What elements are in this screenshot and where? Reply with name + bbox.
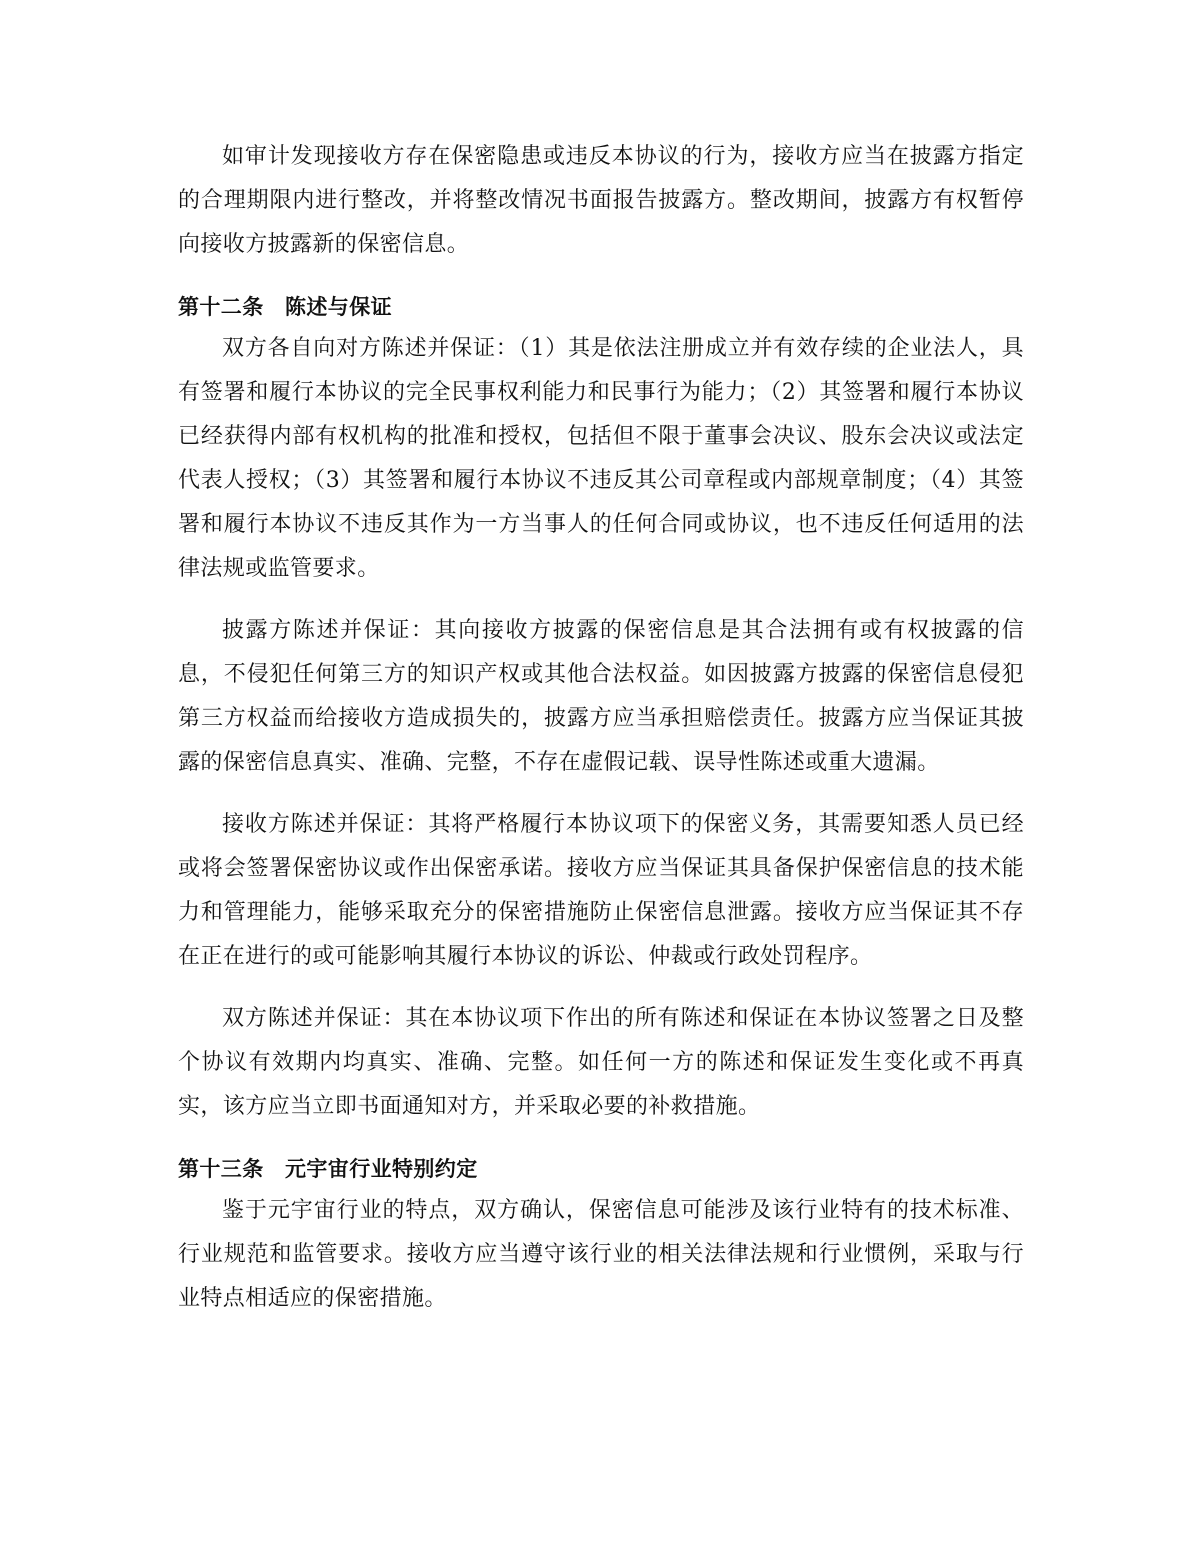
section-heading: 第十二条 陈述与保证 [178, 295, 392, 319]
body-paragraph: 双方陈述并保证：其在本协议项下作出的所有陈述和保证在本协议签署之日及整个协议有效期内均真实、准确、完整。如任何一方的陈述和保证发生变化或不再真实，该方应当立即书面通知对方，并采取必要的补救措施。 [178, 1006, 1024, 1119]
document-page [178, 135, 1024, 1321]
section-heading: 第十三条 元宇宙行业特别约定 [178, 1157, 478, 1181]
section-article-12 [178, 291, 1024, 1129]
body-paragraph: 披露方陈述并保证：其向接收方披露的保密信息是其合法拥有或有权披露的信息，不侵犯任何第三方的知识产权或其他合法权益。如因披露方披露的保密信息侵犯第三方权益而给接收方造成损失的，披露方应当承担赔偿责任。披露方应当保证其披露的保密信息真实、准确、完整，不存在虚假记载、误导性陈述或重大遗漏。 [178, 618, 1024, 775]
body-paragraph: 双方各自向对方陈述并保证：（1）其是依法注册成立并有效存续的企业法人，具有签署和履行本协议的完全民事权利能力和民事行为能力；（2）其签署和履行本协议已经获得内部有权机构的批准和授权，包括但不限于董事会决议、股东会决议或法定代表人授权；（3）其签署和履行本协议不违反其公司章程或内部规章制度；（4）其签署和履行本协议不违反其作为一方当事人的任何合同或协议，也不违反任何适用的法律法规或监管要求。 [178, 336, 1024, 581]
intro-paragraph: 如审计发现接收方存在保密隐患或违反本协议的行为，接收方应当在披露方指定的合理期限内进行整改，并将整改情况书面报告披露方。整改期间，披露方有权暂停向接收方披露新的保密信息。 [178, 144, 1024, 257]
section-article-13 [178, 1153, 1024, 1321]
body-paragraph: 接收方陈述并保证：其将严格履行本协议项下的保密义务，其需要知悉人员已经或将会签署保密协议或作出保密承诺。接收方应当保证其具备保护保密信息的技术能力和管理能力，能够采取充分的保密措施防止保密信息泄露。接收方应当保证其不存在正在进行的或可能影响其履行本协议的诉讼、仲裁或行政处罚程序。 [178, 812, 1024, 969]
body-paragraph: 鉴于元宇宙行业的特点，双方确认，保密信息可能涉及该行业特有的技术标准、行业规范和监管要求。接收方应当遵守该行业的相关法律法规和行业惯例，采取与行业特点相适应的保密措施。 [178, 1198, 1024, 1311]
